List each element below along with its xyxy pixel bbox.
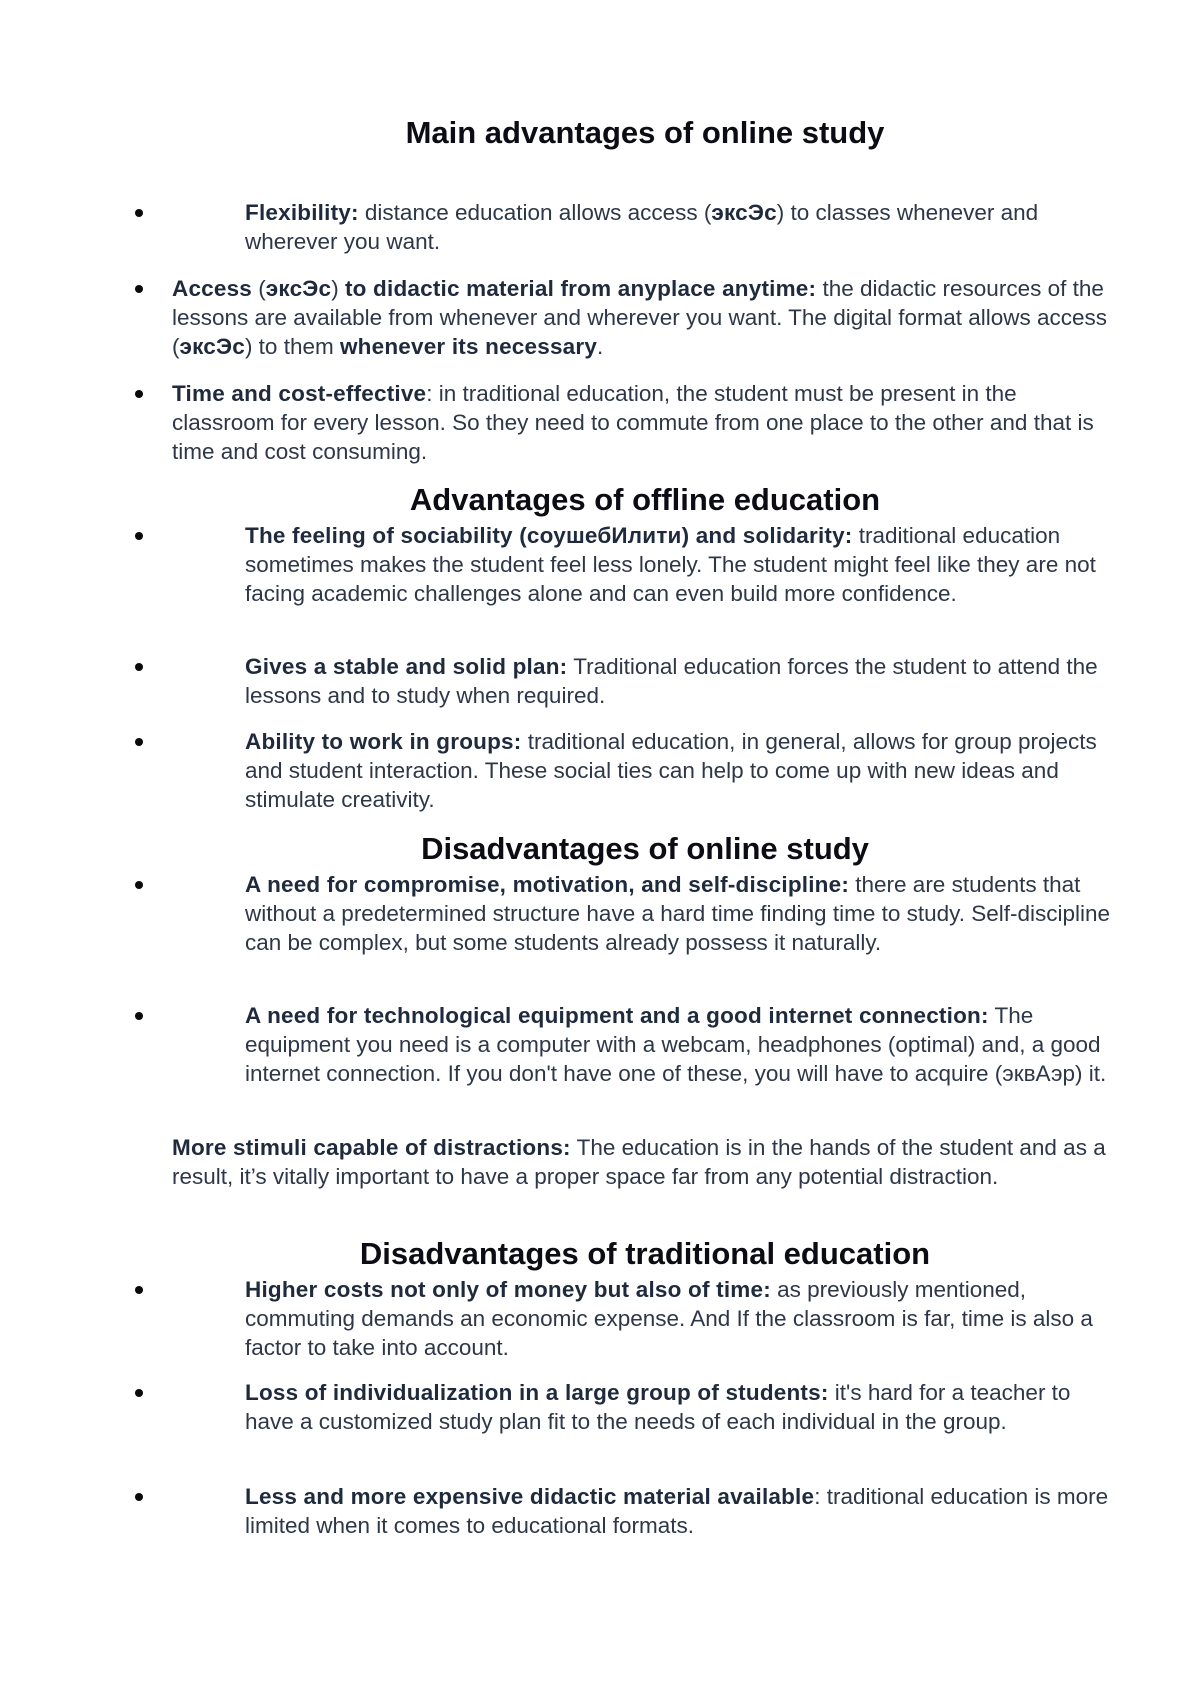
list-item [172,521,1122,608]
item-term: Ability to work in groups: [245,729,522,754]
item-term: to didactic material from anyplace anytime: [344,276,817,301]
bullet-icon [135,1012,143,1020]
item-text [172,652,1122,710]
list-item-no-bullet [172,1133,1122,1191]
item-text [172,1378,1122,1436]
item-term: эксЭс [179,334,245,359]
item-desc: ) to classes whenever and wherever you want. [245,200,1039,254]
item-desc: traditional education, in general, allows for group projects and student interaction. These social ties can help to come up with new ideas and stimulate creativity. [245,729,1097,812]
item-text [172,521,1122,608]
list-item [172,1001,1122,1088]
list-item [172,1482,1122,1540]
item-text [172,379,1122,466]
item-desc: The equipment you need is a computer with a webcam, headphones (optimal) and, a good internet connection. If you don't have one of these, you will have to acquire (эквАэр) it. [245,1003,1107,1086]
item-term: More stimuli capable of distractions: [172,1135,571,1160]
item-term: эксЭс [711,200,777,225]
bullet-icon [135,738,143,746]
list-item [172,1275,1122,1362]
item-desc: as previously mentioned, commuting demands an economic expense. And If the classroom is far, time is also a factor to take into account. [245,1277,1093,1360]
bullet-icon [135,209,143,217]
item-text [172,274,1122,361]
bullet-icon [135,532,143,540]
item-term: Higher costs not only of money but also of time: [245,1277,771,1302]
item-term: Access [172,276,253,301]
item-term: эксЭс [265,276,332,301]
item-text [172,870,1122,957]
item-text [172,727,1122,814]
item-term: A need for technological equipment and a good internet connection: [245,1003,989,1028]
bullet-icon [135,663,143,671]
section-heading-offline-advantages: Advantages of offline education [409,482,881,517]
item-term: A need for compromise, motivation, and self-discipline: [245,872,850,897]
item-desc: it's hard for a teacher to have a customized study plan fit to the needs of each individual in the group. [245,1380,1071,1434]
section-heading-online-advantages: Main advantages of online study [405,115,885,150]
list-item [172,870,1122,957]
list-item [172,198,1122,256]
item-desc: ) [331,276,345,301]
item-desc: : traditional education is more limited when it comes to educational formats. [245,1484,1109,1538]
list-item [172,652,1122,710]
item-term: Flexibility: [245,200,359,225]
item-desc: . [597,334,604,359]
item-desc: Traditional education forces the student to attend the lessons and to study when required. [245,654,1098,708]
bullet-icon [135,285,143,293]
item-term: Gives a stable and solid plan: [245,654,568,679]
item-desc: traditional education sometimes makes the student feel less lonely. The student might feel like they are not facing academic challenges alone and can even build more confidence. [245,523,1096,606]
bullet-icon [135,1286,143,1294]
item-term: Time and cost-effective [172,381,427,406]
item-term: Loss of individualization in a large group of students: [245,1380,829,1405]
item-text [172,198,1122,256]
item-desc: The education is in the hands of the student and as a result, it’s vitally important to have a proper space far from any potential distraction. [172,1135,1106,1189]
item-desc: distance education allows access ( [358,200,712,225]
list-item [172,1378,1122,1436]
list-item [172,379,1122,466]
item-text [172,1275,1122,1362]
item-desc: ) to them [244,334,340,359]
bullet-icon [135,390,143,398]
bullet-icon [135,1389,143,1397]
item-desc: ( [252,276,266,301]
item-desc: there are students that without a predetermined structure have a hard time finding time to study. Self-discipline can be complex, but some students already possess it naturally. [245,872,1111,955]
item-term: Less and more expensive didactic material available [245,1484,815,1509]
item-text [172,1001,1122,1088]
bullet-icon [135,1493,143,1501]
section-heading-online-disadvantages: Disadvantages of online study [421,831,869,866]
list-item [172,274,1122,361]
section-heading-traditional-disadvantages: Disadvantages of traditional education [359,1236,931,1271]
item-text [172,1482,1122,1540]
list-item [172,727,1122,814]
item-term: whenever its necessary [339,334,598,359]
item-term: The feeling of sociability (соушебИлити) and solidarity: [245,523,853,548]
item-desc: the didactic resources of the lessons are available from whenever and wherever you want. The digital format allows access ( [172,276,1108,359]
item-text [172,1133,1122,1191]
item-desc: : in traditional education, the student must be present in the classroom for every lesson. So they need to commute from one place to the other and that is time and cost consuming. [172,381,1094,464]
bullet-icon [135,881,143,889]
